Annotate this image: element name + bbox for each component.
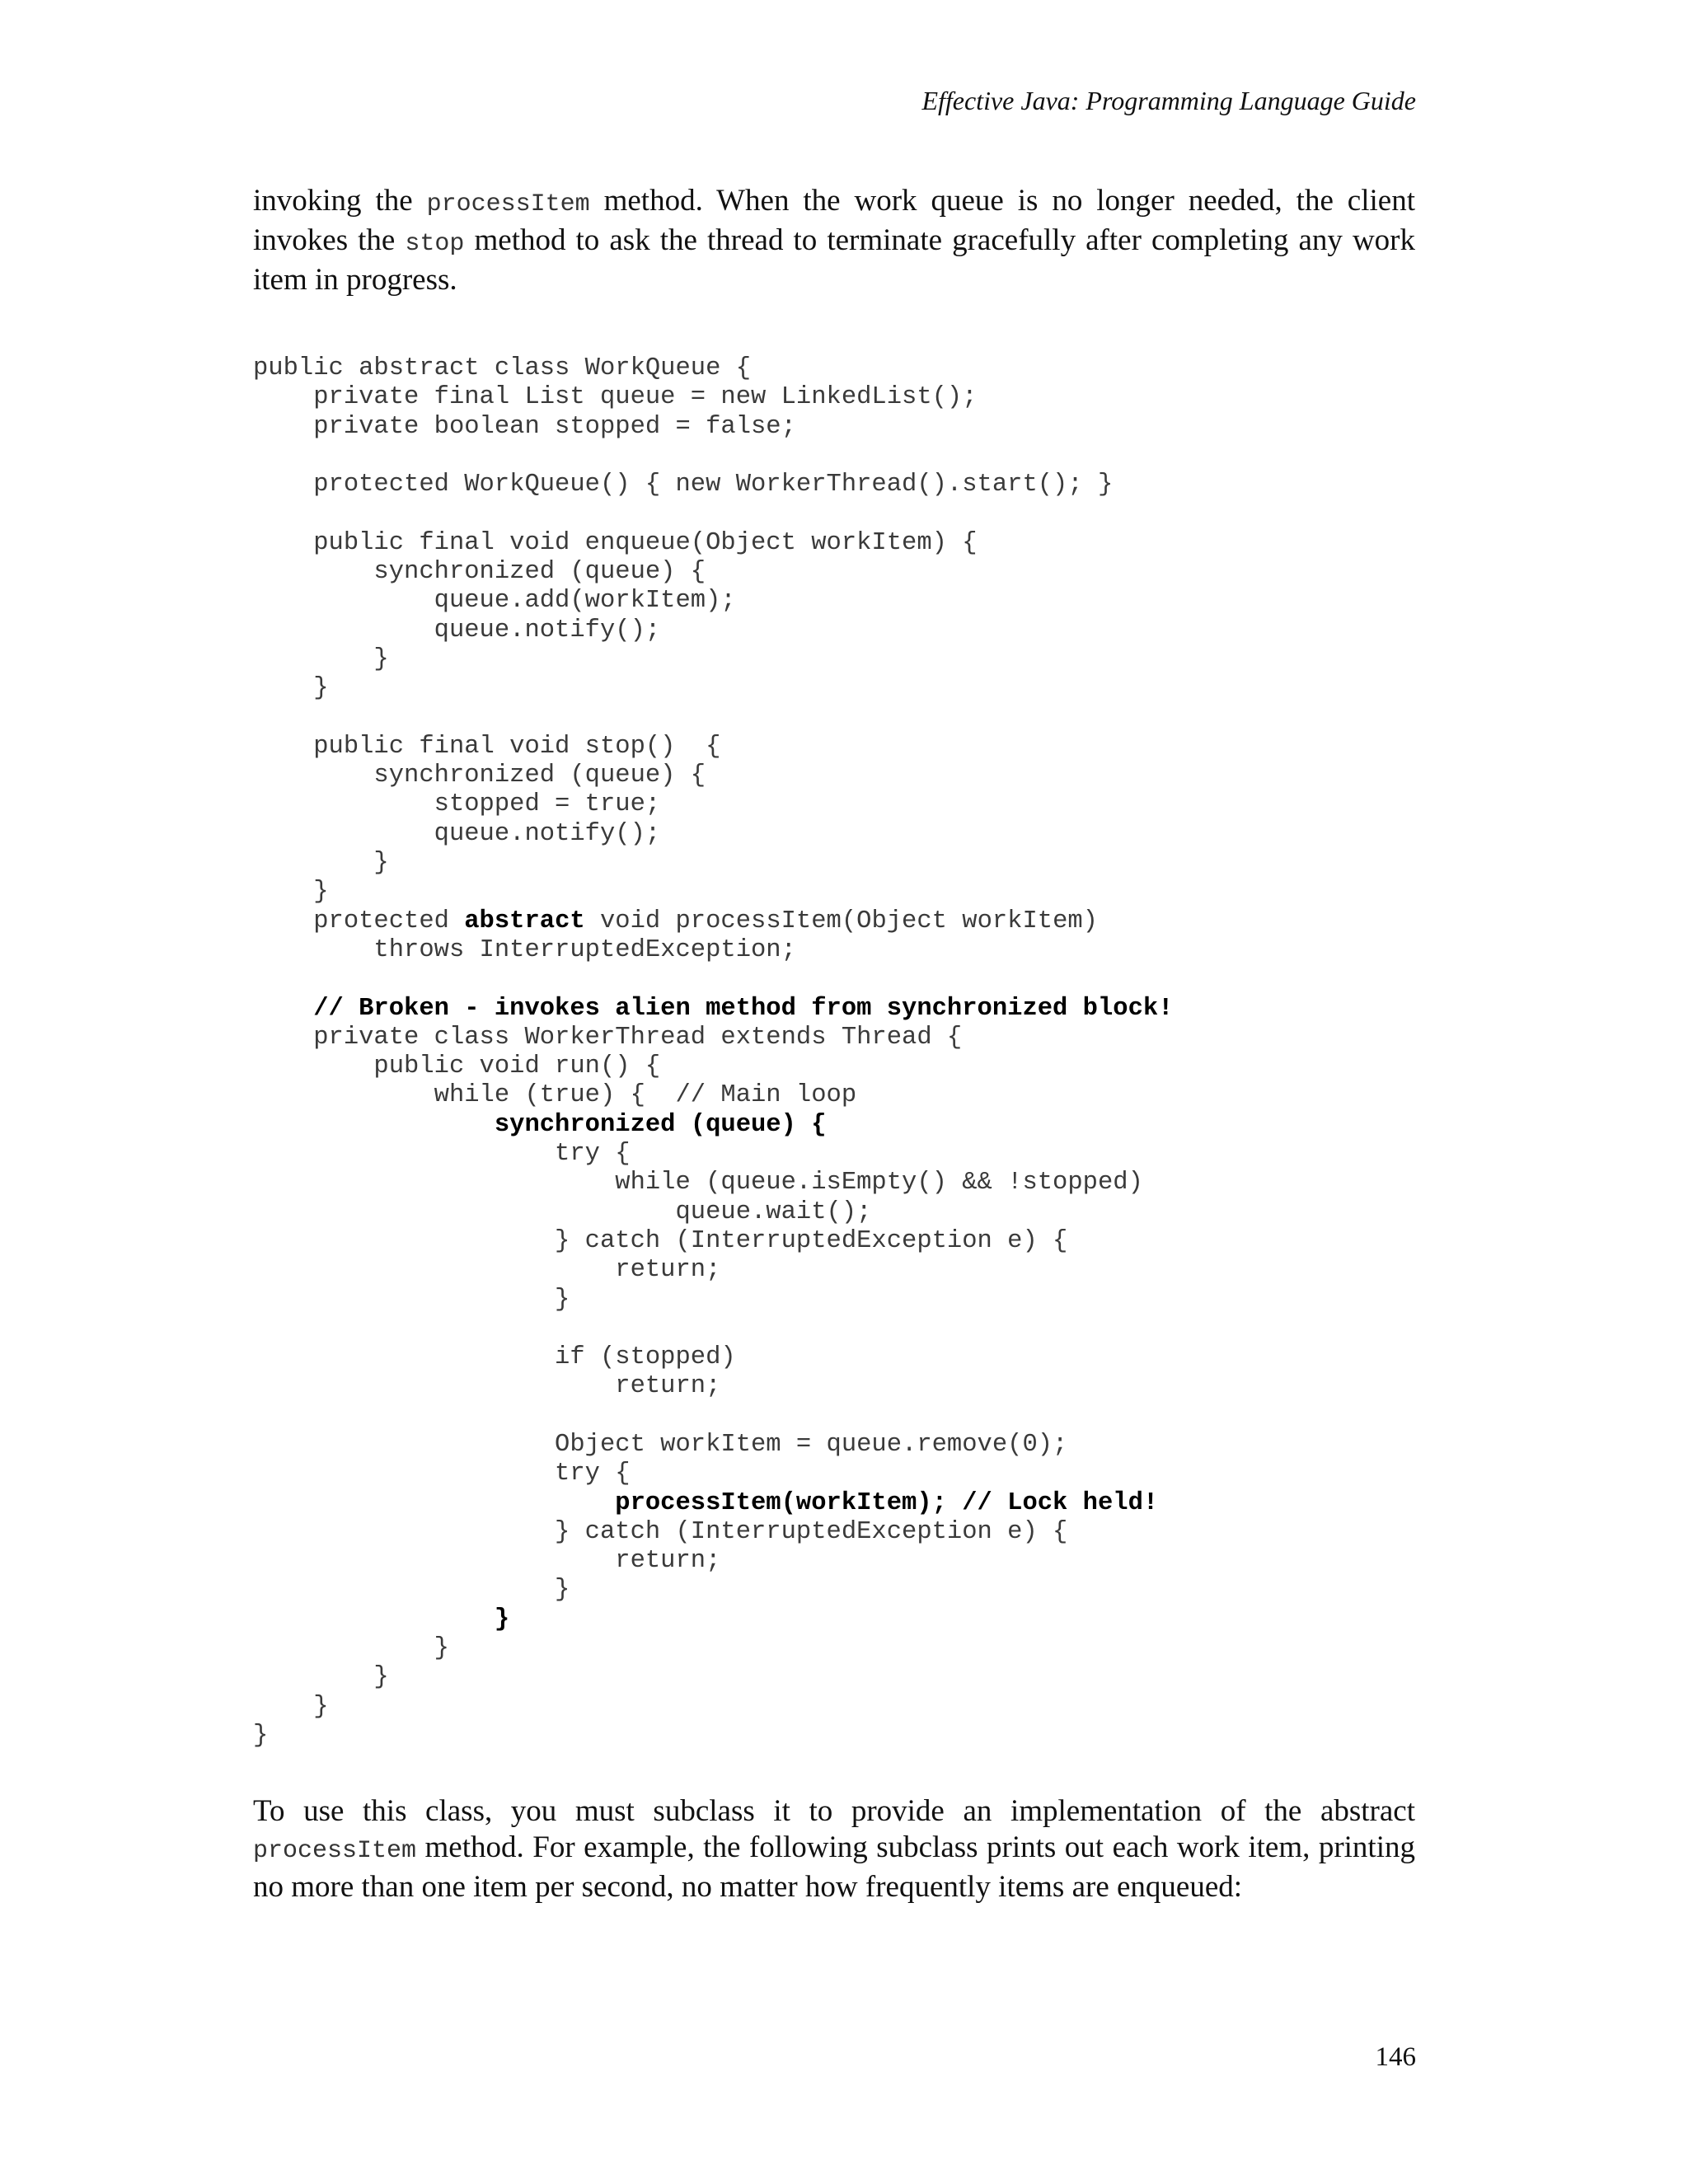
code-line: } xyxy=(253,849,389,878)
code-line: } xyxy=(253,1663,389,1692)
intro-text-2: method. When the work queue is no longer needed, the client invokes the xyxy=(253,184,1415,257)
page-number: 146 xyxy=(1375,2042,1416,2072)
intro-paragraph xyxy=(253,183,1415,298)
code-line: // Broken - invokes alien method from synchronized block! xyxy=(253,994,1174,1023)
code-line: } xyxy=(253,1692,329,1721)
code-line: queue.notify(); xyxy=(253,616,661,644)
code-line: public void run() { xyxy=(253,1052,661,1081)
code-line: queue.wait(); xyxy=(253,1197,872,1226)
code-listing xyxy=(253,354,1173,1750)
intro-code-stop: stop xyxy=(405,230,465,258)
code-line: while (queue.isEmpty() && !stopped) xyxy=(253,1169,1143,1197)
code-line xyxy=(253,704,1173,733)
code-line: private final List queue = new LinkedList(); xyxy=(253,383,978,412)
code-line: while (true) { // Main loop xyxy=(253,1081,857,1110)
code-line: private boolean stopped = false; xyxy=(253,412,796,441)
intro-text-3: method to ask the thread to terminate gracefully after completing any work item in progress. xyxy=(253,223,1415,297)
outro-code-processitem: processItem xyxy=(253,1837,417,1865)
code-line xyxy=(253,442,1173,471)
code-line: } xyxy=(253,644,389,673)
code-line: synchronized (queue) { xyxy=(253,558,706,587)
code-line: processItem(workItem); // Lock held! xyxy=(253,1488,1159,1517)
code-line: if (stopped) xyxy=(253,1343,736,1372)
code-line: try { xyxy=(253,1140,631,1169)
code-line: } xyxy=(253,1576,570,1605)
running-header: Effective Java: Programming Language Guide xyxy=(921,86,1416,115)
code-fragment: void processItem(Object workItem) xyxy=(584,907,1098,935)
code-line: return; xyxy=(253,1547,721,1576)
code-line: stopped = true; xyxy=(253,790,661,819)
code-line: } xyxy=(253,878,329,907)
code-line xyxy=(253,1315,1173,1343)
code-line: return; xyxy=(253,1372,721,1401)
code-line: } catch (InterruptedException e) { xyxy=(253,1226,1068,1255)
code-line: public final void stop() { xyxy=(253,732,721,761)
code-line xyxy=(253,907,1173,936)
code-line: queue.add(workItem); xyxy=(253,587,736,616)
code-keyword-abstract: abstract xyxy=(464,907,585,935)
code-line: synchronized (queue) { xyxy=(253,1110,827,1139)
code-fragment: protected xyxy=(253,907,465,935)
code-line: Object workItem = queue.remove(0); xyxy=(253,1430,1068,1459)
code-line: throws InterruptedException; xyxy=(253,935,796,964)
outro-paragraph xyxy=(253,1793,1415,1905)
intro-text-1: invoking the xyxy=(253,184,427,218)
outro-text-2: method. For example, the following subclass prints out each work item, printing no more than one item per second, no matter how frequently items are enqueued: xyxy=(253,1830,1415,1904)
code-line: public abstract class WorkQueue { xyxy=(253,354,751,382)
code-line: try { xyxy=(253,1460,631,1488)
code-line: public final void enqueue(Object workItem) { xyxy=(253,528,978,557)
code-line xyxy=(253,965,1173,994)
outro-text-1: To use this class, you must subclass it to provide an implementation of the abstract xyxy=(253,1794,1415,1828)
code-line: } xyxy=(253,1634,449,1663)
code-line: synchronized (queue) { xyxy=(253,762,706,790)
code-line xyxy=(253,1402,1173,1431)
code-line xyxy=(253,499,1173,528)
intro-code-processitem: processItem xyxy=(426,190,590,218)
code-line: } catch (InterruptedException e) { xyxy=(253,1517,1068,1546)
code-line: queue.notify(); xyxy=(253,819,661,848)
code-line: } xyxy=(253,1605,510,1633)
code-line: return; xyxy=(253,1256,721,1285)
code-line: } xyxy=(253,1721,269,1750)
code-line: } xyxy=(253,1285,570,1314)
code-line: } xyxy=(253,674,329,703)
code-line: protected WorkQueue() { new WorkerThread().start(); } xyxy=(253,471,1114,499)
code-line: private class WorkerThread extends Thread { xyxy=(253,1023,963,1052)
